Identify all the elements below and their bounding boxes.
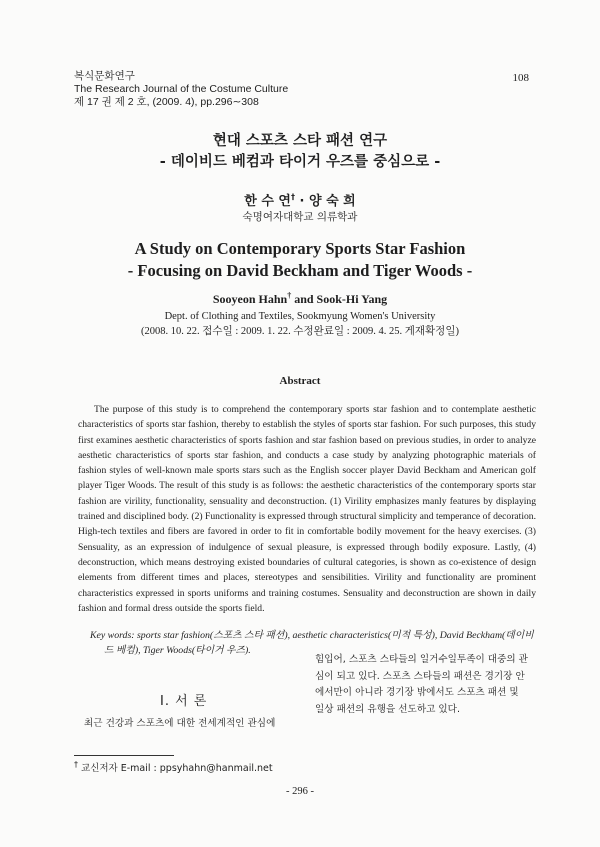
korean-affiliation: 숙명여자대학교 의류학과 (242, 211, 358, 223)
english-author-2: and Sook-Hi Yang (291, 292, 388, 306)
korean-author-1: 한 수 연 (244, 194, 291, 209)
footnote-mark: † (74, 759, 78, 769)
abstract-heading: Abstract (279, 375, 321, 387)
footnote (74, 760, 273, 774)
body-left-column: 최근 건강과 스포츠에 대한 전세계적인 관심에 (84, 718, 276, 729)
english-title (0, 238, 600, 282)
page-number-top: 108 (512, 72, 529, 84)
body-right-column (315, 652, 537, 718)
keywords-line1: Key words: sports star fashion(스포츠 스타 패션), aesthetic characteristics(미적 특성), David Beckham(데이비 (90, 630, 534, 641)
journal-header (74, 70, 288, 109)
journal-korean-name: 복식문화연구 (74, 70, 135, 82)
journal-english-name: The Research Journal of the Costume Culture (74, 83, 289, 95)
korean-authors (0, 190, 600, 209)
english-title-line1: A Study on Contemporary Sports Star Fashion (134, 239, 466, 258)
corresponding-mark: † (291, 192, 295, 202)
journal-issue: 제 17 권 제 2 호, (2009. 4), pp.296∼308 (74, 96, 259, 108)
body-line: 심이 되고 있다. 스포츠 스타들의 패션은 경기장 안 (315, 670, 525, 682)
english-author-1: Sooyeon Hahn (212, 292, 288, 306)
english-title-line2: - Focusing on David Beckham and Tiger Woods - (127, 261, 473, 280)
footnote-divider (74, 755, 174, 756)
page-number-bottom: - 296 - (286, 786, 314, 797)
submission-dates: (2008. 10. 22. 접수일 : 2009. 1. 22. 수정완료일 : 2009. 4. 25. 게재확정일) (141, 326, 459, 337)
korean-title-line2: - 데이비드 베컴과 타이거 우즈를 중심으로 - (159, 154, 441, 170)
footnote-text: 교신저자 E-mail : ppsyhahn@hanmail.net (78, 763, 273, 774)
korean-title (0, 131, 600, 173)
english-affiliation: Dept. of Clothing and Textiles, Sookmyung Women's University (164, 311, 436, 322)
body-line: 힘입어, 스포츠 스타들의 일거수일투족이 대중의 관 (315, 654, 528, 665)
body-line: 일상 패션의 유행을 선도하고 있다. (315, 703, 460, 715)
korean-title-line1: 현대 스포츠 스타 패션 연구 (212, 133, 388, 149)
keywords-line2: 드 베컴), Tiger Woods(타이거 우즈). (104, 645, 251, 656)
body-line: 에서만이 아니라 경기장 밖에서도 스포츠 패션 및 (315, 687, 519, 698)
korean-author-2: · 양 숙 희 (295, 194, 356, 209)
section-heading: Ⅰ. 서 론 (160, 694, 208, 709)
abstract-text: The purpose of this study is to comprehend the contemporary sports star fashion and to contemplate aesthetic characteristics of sports star fashion, thereby to establish the styles of sports star fashion. For such purposes, this study first examines aesthetic characteristics of sports fashion and star fashion based on previous studies, in order to analyze aesthetic characteristics of sports star fashion, and conducts a case study by analyzing photographic materials of fashion styles of well-known male sports stars such as the English soccer player David Beckham and American golf player Tiger Woods. The result of this study is as follows: the aesthetic characteristics of the contemporary sports star fashion are virility, functionality, sensuality and deconstruction. (1) Virility emphasizes manly features by displaying trained and disciplined body. (2) Functionality is expressed through structural simplicity and temperance of decoration. High-tech textiles and fibers are favored in order to fit in comfortable bodily movement for the heavy exercises. (3) Sensuality, as an expression of indulgence of sexual pleasure, is expressed through bodily exposure. Lastly, (4) deconstruction, which means destroying existed boundaries of cultural categories, is shown as co-existence of design elements from different times and places, stereotypes and sensibilities. Virility and functionality are prominent characteristics expressed in sports uniforms and training costumes. Sensuality and deconstruction are shown in daily fashion and formal dress outside the sports field. (78, 404, 536, 614)
english-authors (0, 292, 600, 307)
affiliation-block (0, 309, 600, 339)
corresponding-mark-en: † (287, 291, 292, 300)
